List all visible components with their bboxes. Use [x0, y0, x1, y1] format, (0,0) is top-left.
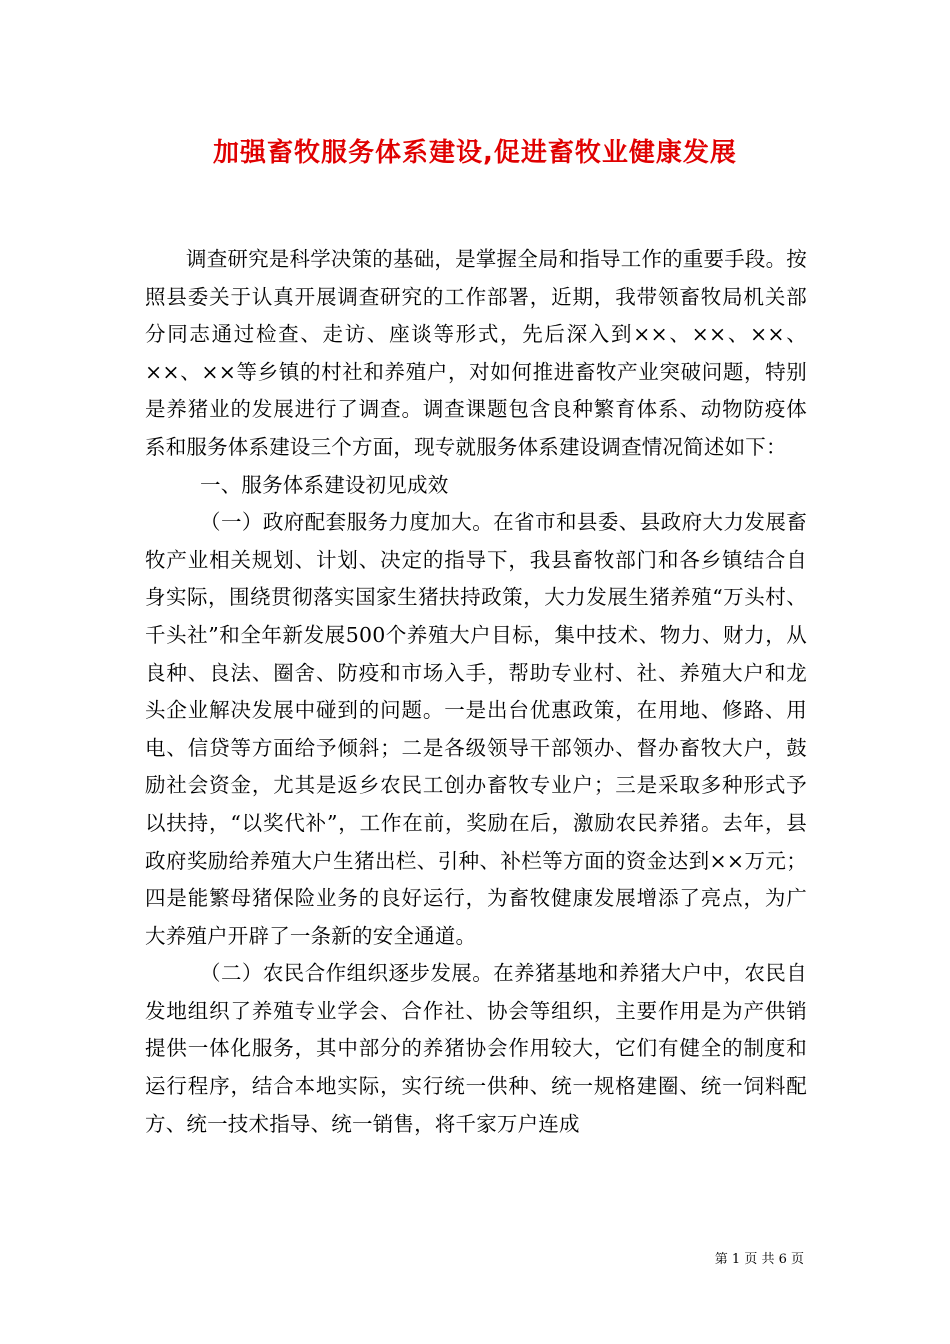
paragraph-government-service: （一）政府配套服务力度加大。在省市和县委、县政府大力发展畜牧产业相关规划、计划、决定的指导下，我县畜牧部门和各乡镇结合自身实际，围绕贯彻落实国家生猪扶持政策，大力发展生猪养殖“万头村、千头社”和全年新发展500个养殖大户目标，集中技术、物力、财力，从良种、良法、圈舍、防疫和市场入手，帮助专业村、社、养殖大户和龙头企业解决发展中碰到的问题。一是出台优惠政策，在用地、修路、用电、信贷等方面给予倾斜；二是各级领导干部领办、督办畜牧大户，鼓励社会资金，尤其是返乡农民工创办畜牧专业户；三是采取多种形式予以扶持，“以奖代补”，工作在前，奖励在后，激励农民养猪。去年，县政府奖励给养殖大户生猪出栏、引种、补栏等方面的资金达到××万元；四是能繁母猪保险业务的良好运行，为畜牧健康发展增添了亮点，为广大养殖户开辟了一条新的安全通道。 [145, 510, 807, 948]
section-heading: 一、服务体系建设初见成效 [200, 472, 449, 497]
document-title: 加强畜牧服务体系建设,促进畜牧业健康发展 [213, 138, 737, 168]
page-number: 第 1 页 共 6 页 [714, 1252, 804, 1267]
paragraph-intro: 调查研究是科学决策的基础，是掌握全局和指导工作的重要手段。按照县委关于认真开展调查研究的工作部署，近期，我带领畜牧局机关部分同志通过检查、走访、座谈等形式，先后深入到××、××、××、××、××等乡镇的村社和养殖户，对如何推进畜牧产业突破问题，特别是养猪业的发展进行了调查。调查课题包含良种繁育体系、动物防疫体系和服务体系建设三个方面，现专就服务体系建设调查情况简述如下： [145, 247, 807, 459]
paragraph-cooperatives: （二）农民合作组织逐步发展。在养猪基地和养猪大户中，农民自发地组织了养殖专业学会、合作社、协会等组织，主要作用是为产供销提供一体化服务，其中部分的养猪协会作用较大，它们有健全的制度和运行程序，结合本地实际，实行统一供种、统一规格建圈、统一饲料配方、统一技术指导、统一销售，将千家万户连成 [145, 961, 807, 1136]
document-body [145, 241, 807, 1143]
